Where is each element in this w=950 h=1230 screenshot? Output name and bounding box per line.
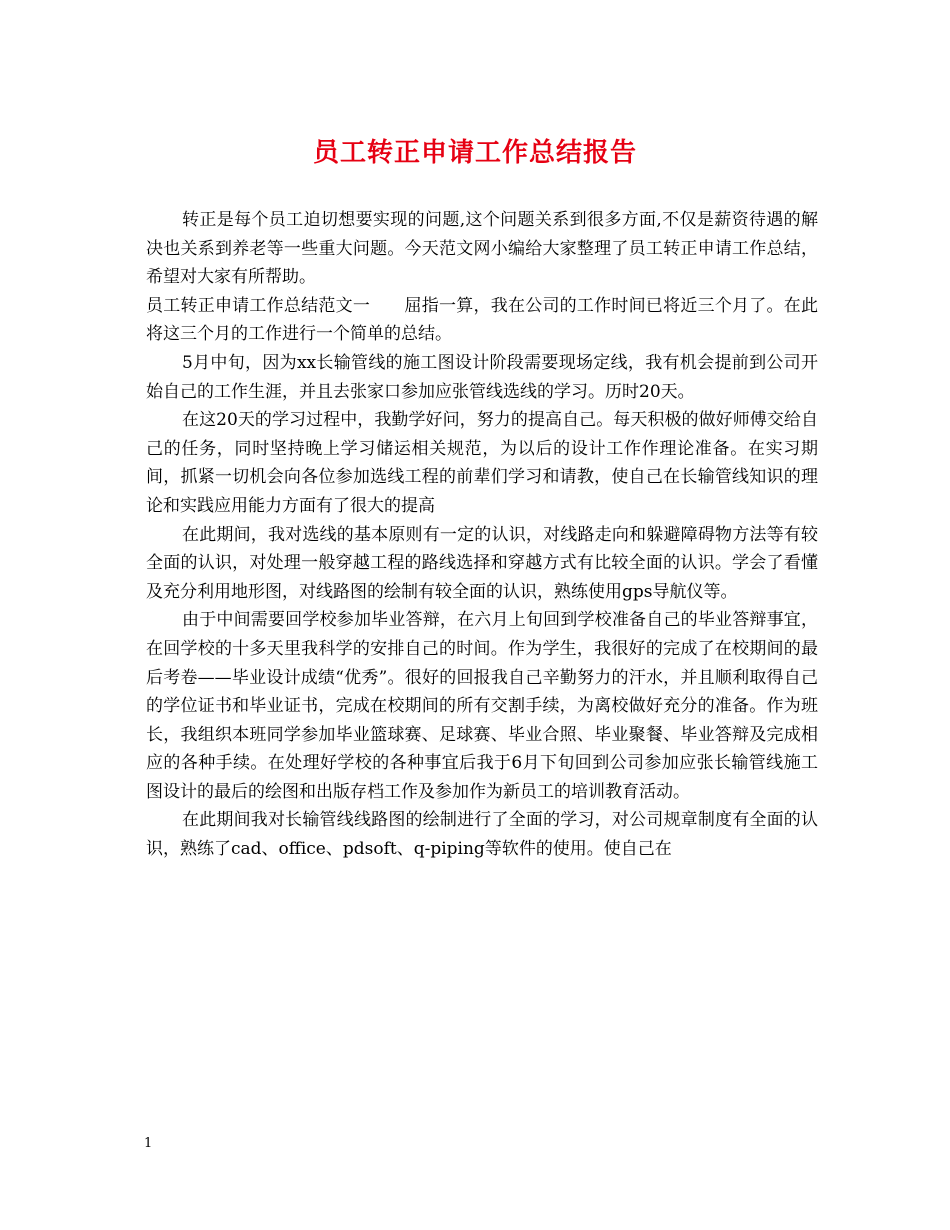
paragraph: 在这20天的学习过程中，我勤学好问，努力的提高自己。每天积极的做好师傅交给自己的任务，同时坚持晚上学习储运相关规范，为以后的设计工作作理论准备。在实习期间，抓紧一切机会向各位参加选线工程的前辈们学习和请教，使自己在长输管线知识的理论和实践应用能力方面有了很大的提高 <box>146 410 818 516</box>
document-title: 员工转正申请工作总结报告 <box>312 138 637 168</box>
paragraph: 在此期间我对长输管线线路图的绘制进行了全面的学习，对公司规章制度有全面的认识，熟练了cad、office、pdsoft、q-piping等软件的使用。使自己在 <box>146 810 818 860</box>
paragraph: 由于中间需要回学校参加毕业答辩，在六月上旬回到学校准备自己的毕业答辩事宜，在回学校的十多天里我科学的安排自己的时间。作为学生，我很好的完成了在校期间的最后考卷——毕业设计成绩“优秀”。很好的回报我自己辛勤努力的汗水，并且顺利取得自己的学位证书和毕业证书，完成在校期间的所有交割手续，为离校做好充分的准备。作为班长，我组织本班同学参加毕业篮球赛、足球赛、毕业合照、毕业聚餐、毕业答辩及完成相应的各种手续。在处理好学校的各种事宜后我于6月下旬回到公司参加应张长输管线施工图设计的最后的绘图和出版存档工作及参加作为新员工的培训教育活动。 <box>146 610 818 802</box>
document-body <box>146 206 818 864</box>
paragraph: 转正是每个员工迫切想要实现的问题,这个问题关系到很多方面,不仅是薪资待遇的解决也关系到养老等一些重大问题。今天范文网小编给大家整理了员工转正申请工作总结，希望对大家有所帮助。 <box>146 210 818 288</box>
page-number: 1 <box>144 1136 153 1151</box>
paragraph: 员工转正申请工作总结范文一 屈指一算，我在公司的工作时间已将近三个月了。在此将这三个月的工作进行一个简单的总结。 <box>146 295 818 345</box>
paragraph: 在此期间，我对选线的基本原则有一定的认识，对线路走向和躲避障碍物方法等有较全面的认识，对处理一般穿越工程的路线选择和穿越方式有比较全面的认识。学会了看懂及充分利用地形图，对线路图的绘制有较全面的认识，熟练使用gps导航仪等。 <box>146 524 818 602</box>
paragraph: 5月中旬，因为xx长输管线的施工图设计阶段需要现场定线，我有机会提前到公司开始自己的工作生涯，并且去张家口参加应张管线选线的学习。历时20天。 <box>146 352 818 402</box>
